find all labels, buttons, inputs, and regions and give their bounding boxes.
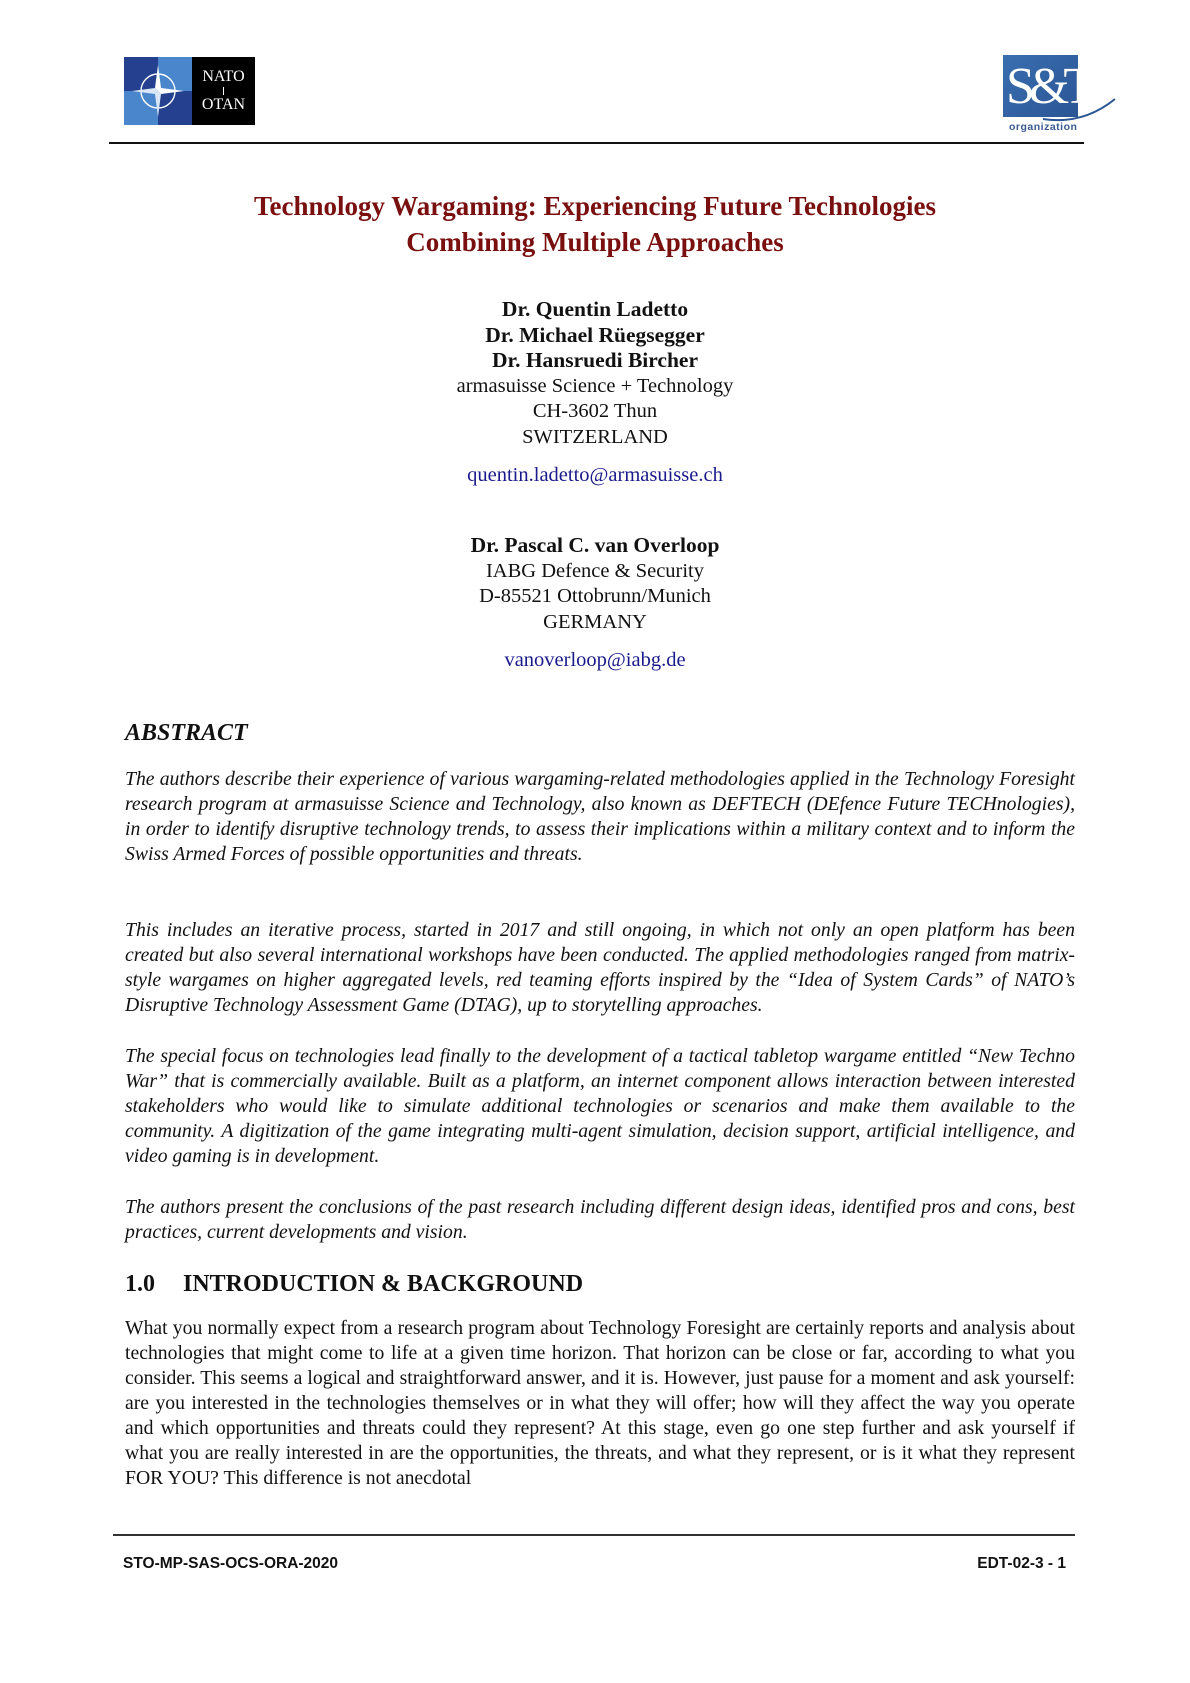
- otan-label: OTAN: [201, 96, 246, 113]
- nato-otan-logo: [124, 57, 255, 125]
- section-number: 1.0: [125, 1271, 155, 1297]
- nato-label: NATO: [202, 68, 245, 85]
- paper-title: [0, 188, 1190, 260]
- abstract-paragraph: This includes an iterative process, started in 2017 and still ongoing, in which not only an open platform has been created but also several international workshops have been conducted. The applied methodologies ranged from matrix-style wargames on higher aggregated levels, red teaming efforts inspired by the “Idea of System Cards” of NATO’s Disruptive Technology Assessment Game (DTAG), up to storytelling approaches.: [125, 919, 1075, 1016]
- author-name: Dr. Pascal C. van Overloop: [470, 533, 720, 557]
- nato-compass-star-icon: [124, 57, 192, 125]
- affiliation-org: armasuisse Science + Technology: [456, 374, 734, 397]
- footer-divider: [113, 1534, 1075, 1536]
- section-heading: [125, 1271, 1075, 1298]
- st-letters: S&T: [1006, 58, 1090, 115]
- body-paragraph: What you normally expect from a research program about Technology Foresight are certainly reports and analysis about technologies that might come to life at a given time horizon. That horizon can be close or far, according to what you consider. This seems a logical and straightforward answer, and it is. However, just pause for a moment and ask yourself: are you interested in the technologies themselves or in what they will offer; how will they affect the way you operate and which opportunities and threats could they represent? At this stage, even go one step further and ask yourself if what you are really interested in are the opportunities, the threats, and what they represent, or is it what they represent FOR YOU? This difference is not anecdotal: [125, 1317, 1075, 1489]
- author-name: Dr. Quentin Ladetto: [501, 297, 689, 321]
- affiliation-org: IABG Defence & Security: [485, 559, 705, 582]
- abstract-paragraph: The authors present the conclusions of the past research including different design ideas, identified pros and cons, best practices, current developments and vision.: [125, 1196, 1075, 1243]
- title-line-2: Combining Multiple Approaches: [406, 227, 784, 257]
- author-email-link[interactable]: quentin.ladetto@armasuisse.ch: [467, 464, 723, 486]
- affiliation-country: GERMANY: [543, 610, 647, 633]
- author-email-link[interactable]: vanoverloop@iabg.de: [504, 649, 686, 671]
- section-title: INTRODUCTION & BACKGROUND: [183, 1271, 584, 1297]
- author-name: Dr. Michael Rüegsegger: [485, 322, 705, 347]
- affiliation-city: CH-3602 Thun: [532, 400, 658, 422]
- swoosh-icon: [1003, 55, 1123, 125]
- author-name: Dr. Hansruedi Bircher: [491, 348, 699, 372]
- footer-document-id: STO-MP-SAS-OCS-ORA-2020: [123, 1555, 339, 1572]
- footer-page-number: EDT-02-3 - 1: [977, 1555, 1066, 1572]
- abstract-heading: ABSTRACT: [125, 720, 248, 746]
- abstract-paragraph: The authors describe their experience of various wargaming-related methodologies applied in the Technology Foresight research program at armasuisse Science and Technology, also known as DEFTECH (DEfence Future TECHnologies), in order to identify disruptive technology trends, to assess their implications within a military context and to inform the Swiss Armed Forces of possible opportunities and threats.: [125, 768, 1075, 865]
- header-divider: [109, 142, 1084, 144]
- title-line-1: Technology Wargaming: Experiencing Future Technologies: [253, 191, 937, 221]
- st-organization-logo: [1003, 55, 1123, 137]
- author-block-1: [0, 297, 1190, 489]
- abstract-paragraph: The special focus on technologies lead finally to the development of a tactical tabletop wargame entitled “New Techno War” that is commercially available. Built as a platform, an internet component allows interaction between interested stakeholders who would like to simulate additional technologies or scenarios and make them available to the community. A digitization of the game integrating multi-agent simulation, decision support, artificial intelligence, and video gaming is in development.: [125, 1045, 1075, 1167]
- affiliation-city: D-85521 Ottobrunn/Munich: [479, 585, 711, 607]
- author-block-2: [0, 533, 1190, 674]
- nato-otan-wordmark: [192, 57, 255, 125]
- st-organization-label: organization: [1009, 121, 1078, 133]
- affiliation-country: SWITZERLAND: [522, 425, 668, 448]
